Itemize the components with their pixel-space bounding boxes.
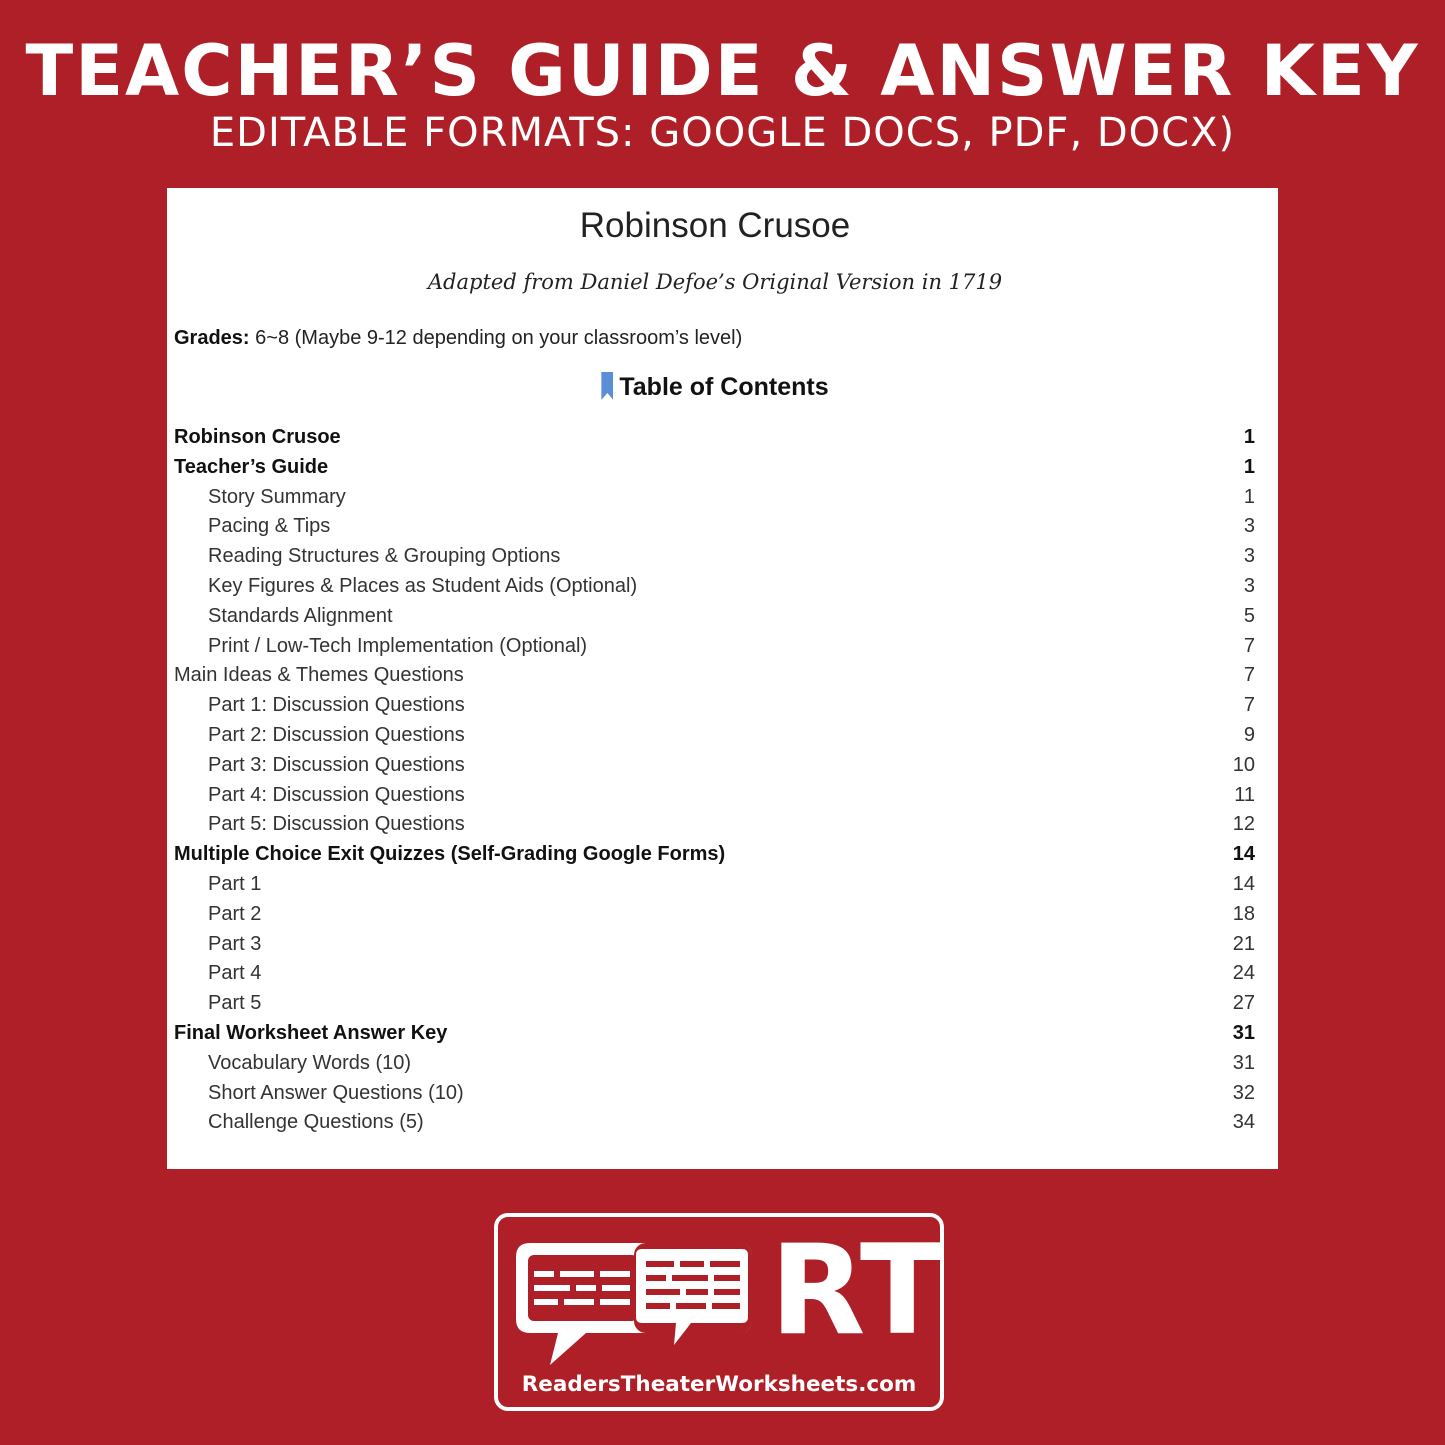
toc-entry[interactable] bbox=[174, 483, 1255, 513]
toc-entry-label: Part 3 bbox=[208, 932, 262, 955]
toc-entry[interactable] bbox=[174, 1108, 1255, 1138]
toc-entry-page: 31 bbox=[1232, 1021, 1255, 1044]
toc-entry-label: Short Answer Questions (10) bbox=[208, 1081, 464, 1104]
toc-entry-label: Part 4: Discussion Questions bbox=[208, 783, 465, 806]
toc-entry-page: 21 bbox=[1232, 932, 1255, 955]
toc-entry[interactable] bbox=[174, 1049, 1255, 1079]
toc-entry[interactable] bbox=[174, 721, 1255, 751]
toc-entry-page: 1 bbox=[1243, 426, 1255, 448]
toc-entry-label: Reading Structures & Grouping Options bbox=[208, 545, 561, 568]
toc-entry[interactable] bbox=[174, 572, 1255, 602]
toc-entry-label: Multiple Choice Exit Quizzes (Self-Grading Google Forms) bbox=[174, 843, 726, 866]
table-of-contents bbox=[174, 423, 1255, 1138]
toc-entry[interactable] bbox=[174, 900, 1255, 930]
grades-label: Grades: bbox=[174, 327, 250, 349]
toc-entry-page: 12 bbox=[1232, 813, 1255, 836]
toc-entry-label: Part 2: Discussion Questions bbox=[208, 723, 465, 746]
toc-entry[interactable] bbox=[174, 542, 1255, 572]
toc-entry[interactable] bbox=[174, 870, 1255, 900]
toc-entry-page: 14 bbox=[1232, 872, 1255, 895]
toc-entry-page: 32 bbox=[1232, 1081, 1255, 1104]
toc-entry-label: Part 1: Discussion Questions bbox=[208, 694, 465, 717]
toc-entry-label: Standards Alignment bbox=[208, 604, 393, 627]
page-title: TEACHER’S GUIDE & ANSWER KEY bbox=[25, 30, 1420, 112]
toc-entry[interactable] bbox=[174, 661, 1255, 691]
toc-entry[interactable] bbox=[174, 512, 1255, 542]
document-subtitle: Adapted from Daniel Defoe’s Original Version in 1719 bbox=[427, 270, 1003, 294]
toc-entry-page: 7 bbox=[1243, 634, 1255, 657]
toc-entry[interactable] bbox=[174, 781, 1255, 811]
toc-entry-page: 11 bbox=[1234, 783, 1255, 806]
toc-entry-label: Robinson Crusoe bbox=[174, 426, 341, 448]
toc-entry[interactable] bbox=[174, 1019, 1255, 1049]
toc-entry[interactable] bbox=[174, 423, 1255, 453]
toc-entry-label: Vocabulary Words (10) bbox=[208, 1051, 412, 1074]
toc-entry[interactable] bbox=[174, 691, 1255, 721]
toc-entry-page: 10 bbox=[1232, 753, 1255, 776]
toc-entry[interactable] bbox=[174, 602, 1255, 632]
toc-entry-page: 5 bbox=[1243, 604, 1255, 627]
toc-entry-label: Key Figures & Places as Student Aids (Optional) bbox=[208, 574, 638, 597]
toc-entry[interactable] bbox=[174, 632, 1255, 662]
toc-entry-label: Part 4 bbox=[208, 962, 262, 985]
toc-entry[interactable] bbox=[174, 453, 1255, 483]
toc-entry-page: 3 bbox=[1243, 574, 1255, 597]
toc-entry-page: 27 bbox=[1232, 992, 1255, 1015]
toc-entry-page: 7 bbox=[1243, 664, 1255, 687]
toc-entry-page: 24 bbox=[1232, 962, 1255, 985]
toc-entry-page: 3 bbox=[1243, 515, 1255, 538]
logo-letters: RT bbox=[770, 1219, 945, 1363]
brand-logo bbox=[494, 1213, 944, 1411]
toc-entry[interactable] bbox=[174, 840, 1255, 870]
toc-entry-label: Teacher’s Guide bbox=[174, 455, 329, 478]
toc-entry[interactable] bbox=[174, 1079, 1255, 1109]
toc-entry[interactable] bbox=[174, 810, 1255, 840]
toc-entry[interactable] bbox=[174, 989, 1255, 1019]
toc-entry-label: Story Summary bbox=[208, 485, 346, 508]
grades-line bbox=[174, 327, 742, 350]
toc-entry-page: 1 bbox=[1243, 455, 1255, 478]
toc-entry-page: 3 bbox=[1243, 545, 1255, 568]
toc-entry-label: Part 5 bbox=[208, 992, 262, 1015]
toc-entry-page: 7 bbox=[1243, 694, 1255, 717]
document-title: Robinson Crusoe bbox=[579, 206, 851, 245]
toc-entry-page: 9 bbox=[1243, 723, 1255, 746]
toc-entry-page: 34 bbox=[1232, 1111, 1255, 1134]
bookmark-icon bbox=[601, 372, 613, 400]
toc-entry[interactable] bbox=[174, 751, 1255, 781]
toc-entry[interactable] bbox=[174, 930, 1255, 960]
grades-value: 6~8 (Maybe 9-12 depending on your classroom’s level) bbox=[249, 327, 743, 349]
toc-entry-page: 14 bbox=[1232, 843, 1255, 866]
speech-bubbles-icon bbox=[516, 1235, 756, 1375]
toc-heading bbox=[0, 372, 1430, 402]
toc-entry-label: Print / Low-Tech Implementation (Optional) bbox=[208, 634, 588, 657]
toc-entry-label: Part 1 bbox=[208, 872, 262, 895]
toc-entry-page: 31 bbox=[1232, 1051, 1255, 1074]
toc-entry-page: 1 bbox=[1243, 485, 1255, 508]
toc-entry-label: Challenge Questions (5) bbox=[208, 1111, 424, 1134]
toc-entry-label: Final Worksheet Answer Key bbox=[174, 1021, 448, 1044]
toc-heading-label: Table of Contents bbox=[619, 373, 829, 401]
toc-entry-label: Part 3: Discussion Questions bbox=[208, 753, 465, 776]
toc-entry-page: 18 bbox=[1232, 902, 1255, 925]
logo-url: ReadersTheaterWorksheets.com bbox=[521, 1372, 917, 1397]
toc-entry[interactable] bbox=[174, 959, 1255, 989]
page-subtitle: EDITABLE FORMATS: GOOGLE DOCS, PDF, DOCX) bbox=[209, 110, 1236, 156]
toc-entry-label: Part 2 bbox=[208, 902, 262, 925]
toc-entry-label: Main Ideas & Themes Questions bbox=[174, 664, 464, 687]
toc-entry-label: Pacing & Tips bbox=[208, 515, 331, 538]
toc-entry-label: Part 5: Discussion Questions bbox=[208, 813, 465, 836]
